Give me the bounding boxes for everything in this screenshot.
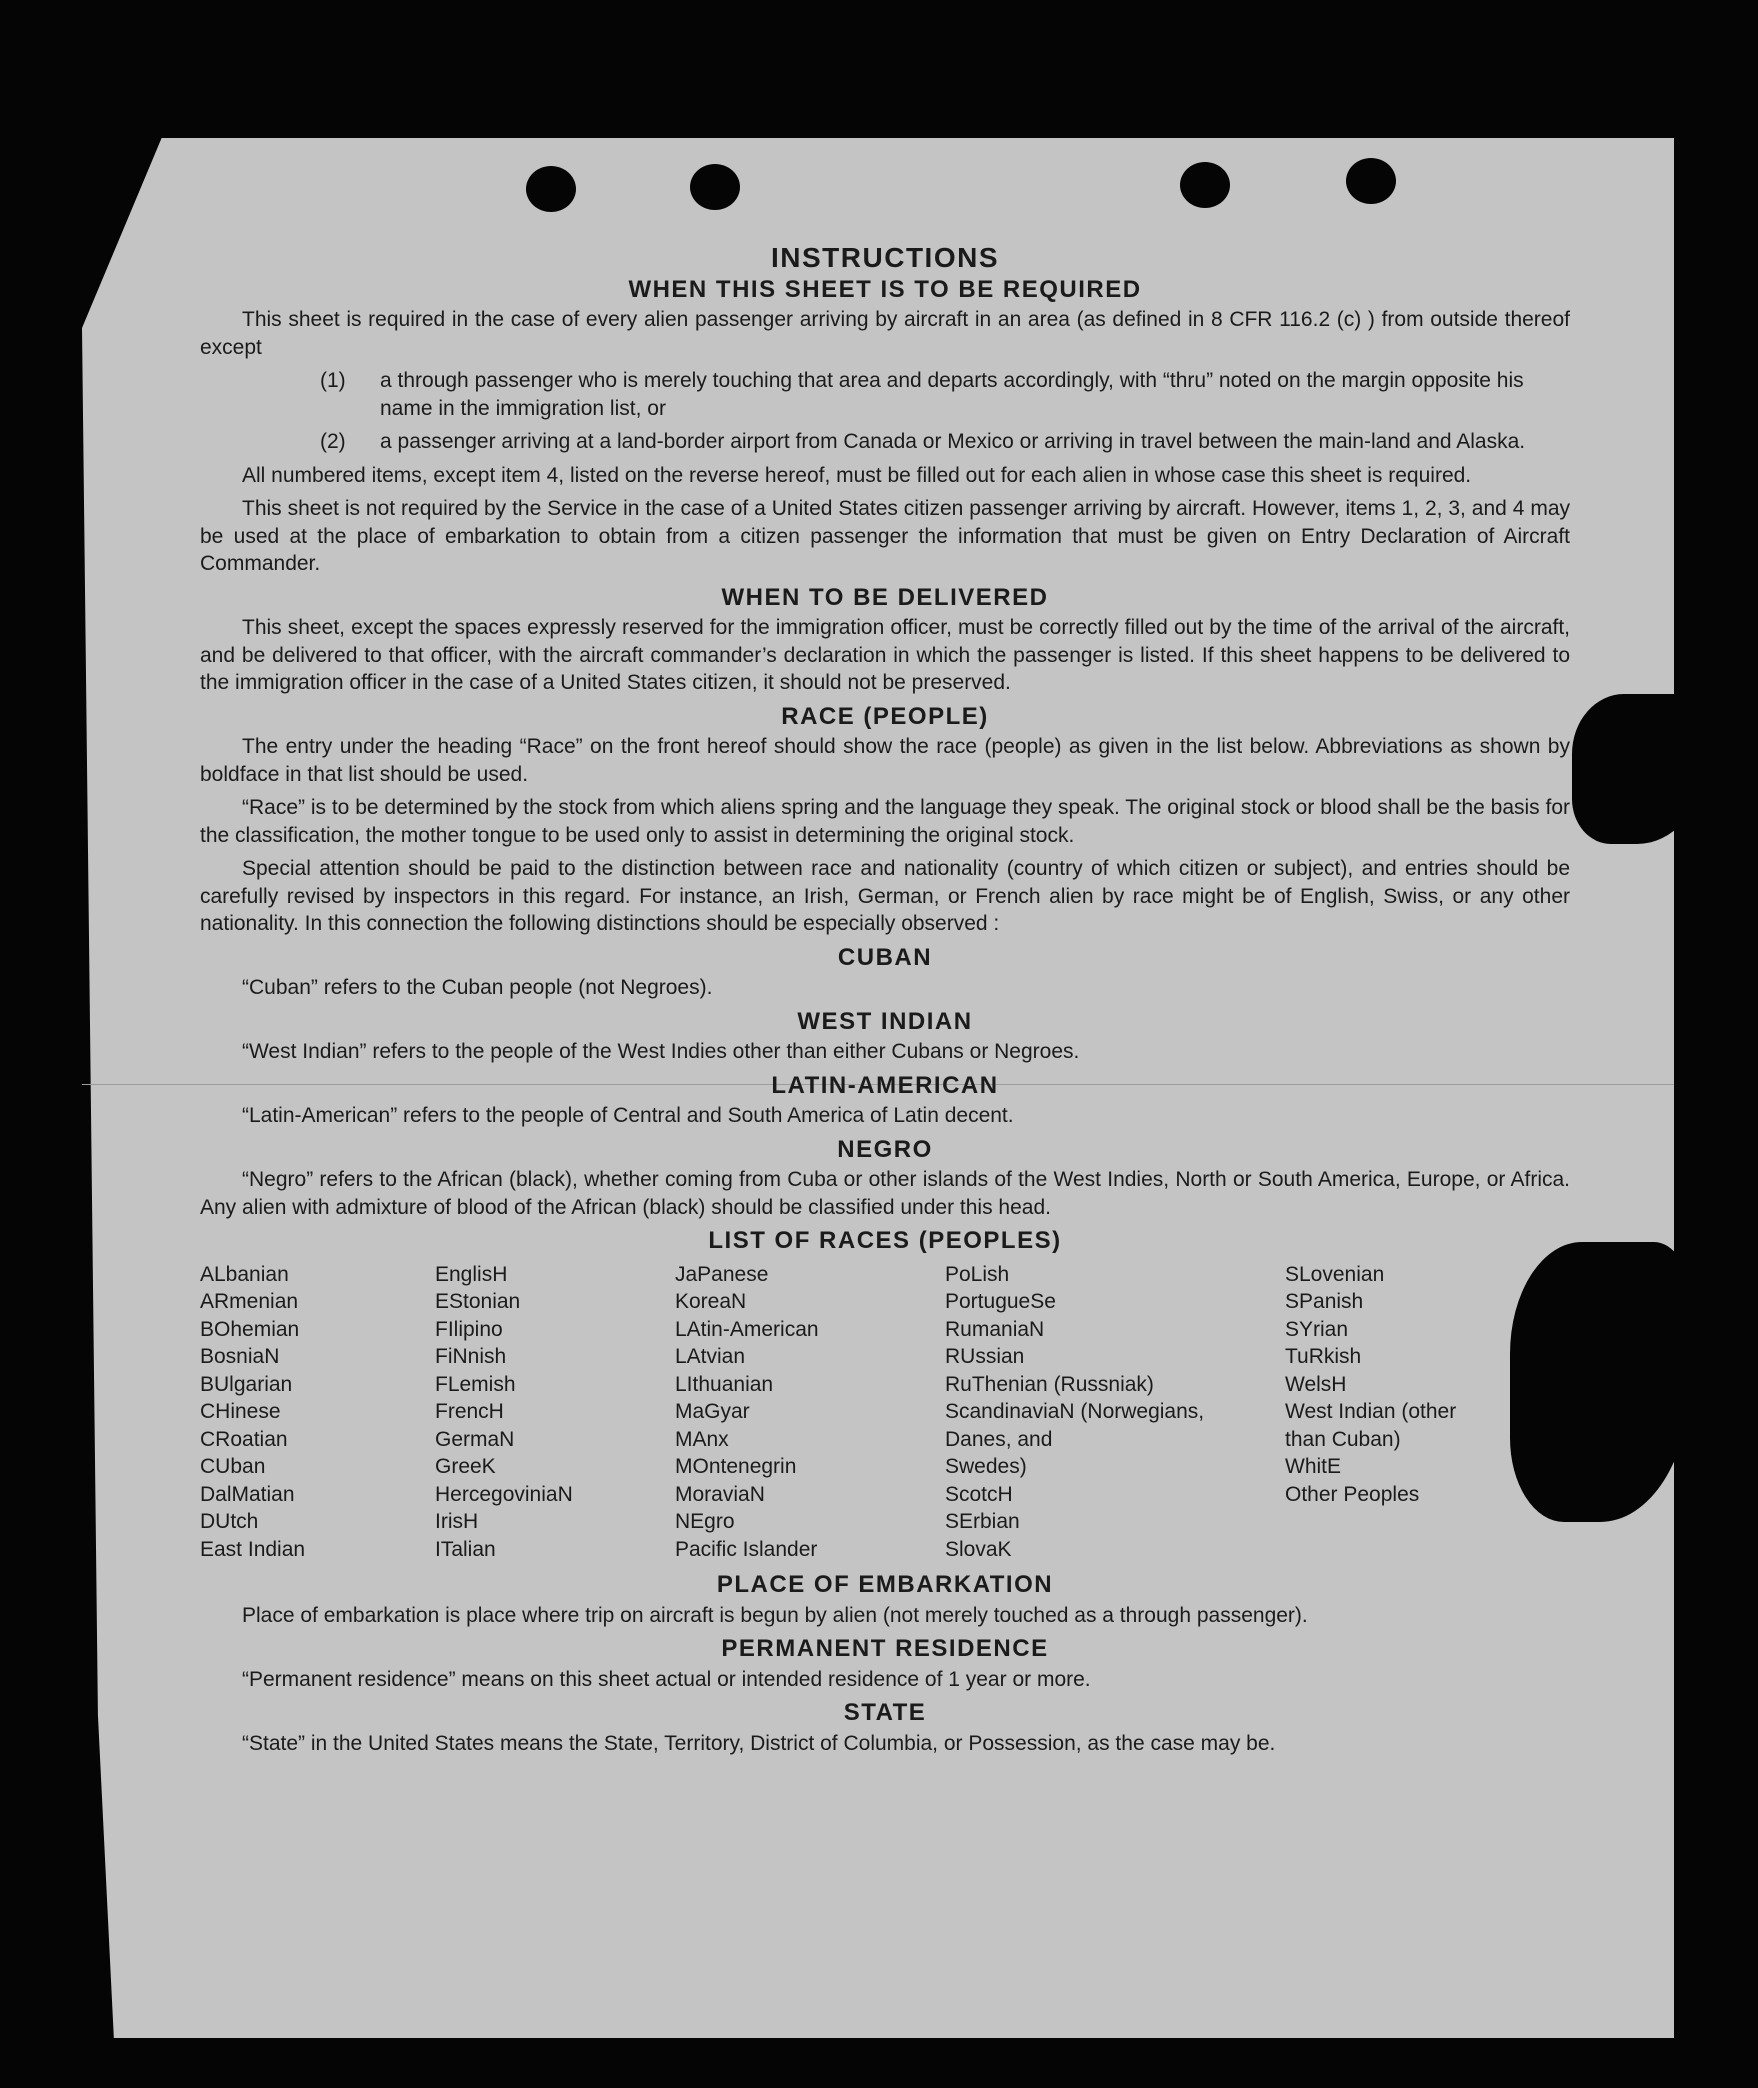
- race-entry: MOntenegrin: [675, 1455, 797, 1478]
- section-heading: LIST OF RACES (PEOPLES): [708, 1227, 1062, 1254]
- section-heading: STATE: [843, 1699, 927, 1726]
- race-column: [675, 1261, 945, 1564]
- race-column: [945, 1261, 1285, 1564]
- section-heading: RACE (PEOPLE): [781, 702, 989, 730]
- paragraph: “State” in the United States means the State, Territory, District of Columbia, or Possession, as the case may be.: [242, 1731, 1276, 1755]
- race-entry: CRoatian: [200, 1427, 288, 1451]
- race-entry: Danes, and: [945, 1427, 1053, 1451]
- race-entry: SlovaK: [945, 1537, 1012, 1561]
- section-heading: WHEN THIS SHEET IS TO BE REQUIRED: [628, 275, 1142, 303]
- paragraph: The entry under the heading “Race” on the front hereof should show the race (people) as given in the list below. Abbreviations as shown by boldface in that list should be used.: [200, 735, 1570, 786]
- item-number: (2): [320, 430, 346, 453]
- section-heading: LATIN-AMERICAN: [771, 1071, 999, 1099]
- section-heading: WEST INDIAN: [797, 1007, 973, 1035]
- race-entry: Swedes): [945, 1455, 1027, 1478]
- race-entry: IrisH: [435, 1510, 479, 1533]
- race-entry: FIlipino: [435, 1317, 503, 1341]
- race-entry: FrencH: [435, 1400, 504, 1423]
- race-entry: KoreaN: [675, 1290, 747, 1313]
- race-entry: SPanish: [1285, 1290, 1364, 1313]
- page-title: INSTRUCTIONS: [771, 242, 999, 273]
- item-text: a through passenger who is merely touching that area and departs accordingly, with “thru” noted on the margin opposite his name in the immigration list, or: [380, 369, 1524, 420]
- punch-hole: [1180, 162, 1230, 208]
- paragraph: “Race” is to be determined by the stock from which aliens spring and the language they speak. The original stock or blood shall be the basis for the classification, the mother tongue to be used only to assist in determining the original stock.: [200, 796, 1571, 847]
- race-entry: CUban: [200, 1455, 266, 1478]
- race-column: [200, 1261, 435, 1564]
- race-entry: PoLish: [945, 1262, 1010, 1286]
- race-entry: MoraviaN: [675, 1482, 765, 1506]
- race-column: [435, 1261, 675, 1564]
- paragraph: “Permanent residence” means on this sheet actual or intended residence of 1 year or more.: [242, 1667, 1091, 1691]
- list-item: [320, 428, 1570, 456]
- torn-edge: [1572, 694, 1702, 844]
- race-entry: ALbanian: [200, 1262, 289, 1286]
- race-entry: TuRkish: [1285, 1345, 1362, 1368]
- race-entry: MaGyar: [675, 1400, 750, 1423]
- item-number: (1): [320, 369, 346, 392]
- paragraph: This sheet is not required by the Service in the case of a United States citizen passenger arriving by aircraft. However, items 1, 2, 3, and 4 may be used at the place of embarkation to obtain from a citizen passenger the information that must be given on Entry Declaration of Aircraft Commander.: [200, 497, 1570, 575]
- instructions-text: [200, 240, 1570, 1763]
- paragraph: This sheet is required in the case of every alien passenger arriving by aircraft in an area (as defined in 8 CFR 116.2 (c) ) from outside thereof except: [200, 308, 1570, 359]
- race-entry: FiNnish: [435, 1345, 507, 1368]
- section-heading: PLACE OF EMBARKATION: [716, 1571, 1054, 1598]
- race-entry: Pacific Islander: [675, 1537, 818, 1561]
- punch-hole: [1346, 158, 1396, 204]
- race-entry: Other Peoples: [1285, 1482, 1420, 1506]
- race-column: [1285, 1261, 1525, 1564]
- race-entry: RUssian: [945, 1345, 1025, 1368]
- paragraph: Special attention should be paid to the distinction between race and nationality (country of which citizen or subject), and entries should be carefully revised by inspectors in this regard. For instance, an Irish, German, or French alien by race might be of English, Swiss, or any other nationality. In this connection the following distinctions should be especially observed :: [200, 857, 1570, 935]
- paragraph: All numbered items, except item 4, listed on the reverse hereof, must be filled out for each alien in whose case this sheet is required.: [242, 463, 1472, 487]
- race-entry: RuThenian (Russniak): [945, 1372, 1154, 1396]
- paragraph: “West Indian” refers to the people of the West Indies other than either Cubans or Negroes.: [242, 1040, 1080, 1063]
- race-entry: BUlgarian: [200, 1372, 293, 1396]
- race-entry: ARmenian: [200, 1290, 299, 1313]
- race-entry: FLemish: [435, 1372, 516, 1396]
- race-entry: than Cuban): [1285, 1427, 1401, 1451]
- race-entry: RumaniaN: [945, 1317, 1045, 1341]
- race-entry: East Indian: [200, 1537, 306, 1561]
- race-entry: EStonian: [435, 1290, 521, 1313]
- race-entry: SYrian: [1285, 1317, 1349, 1341]
- race-entry: GreeK: [435, 1455, 496, 1478]
- punch-hole: [526, 166, 576, 212]
- race-entry: PortugueSe: [945, 1290, 1056, 1313]
- paragraph: “Latin-American” refers to the people of Central and South America of Latin decent.: [242, 1104, 1014, 1127]
- paragraph: Place of embarkation is place where trip on aircraft is begun by alien (not merely touched as a through passenger).: [242, 1603, 1308, 1627]
- list-item: [320, 367, 1570, 422]
- race-entry: West Indian (other: [1285, 1400, 1457, 1423]
- race-entry: WhitE: [1285, 1455, 1342, 1478]
- section-heading: PERMANENT RESIDENCE: [721, 1635, 1049, 1662]
- race-entry: ScotcH: [945, 1482, 1013, 1506]
- race-entry: HercegoviniaN: [435, 1482, 573, 1506]
- section-heading: WHEN TO BE DELIVERED: [721, 583, 1049, 611]
- race-entry: LAtvian: [675, 1345, 746, 1368]
- section-heading: CUBAN: [837, 943, 933, 971]
- race-entry: CHinese: [200, 1400, 281, 1423]
- race-entry: BosniaN: [200, 1345, 280, 1368]
- race-entry: GermaN: [435, 1427, 515, 1451]
- paragraph: This sheet, except the spaces expressly reserved for the immigration officer, must be correctly filled out by the time of the arrival of the aircraft, and be delivered to that officer, with the aircraft commander’s declaration in which the passenger is listed. If this sheet happens to be delivered to the immigration officer in the case of a United States citizen, it should not be preserved.: [200, 616, 1570, 694]
- paragraph: “Cuban” refers to the Cuban people (not Negroes).: [242, 976, 713, 999]
- punch-hole: [690, 164, 740, 210]
- race-entry: SLovenian: [1285, 1262, 1385, 1286]
- race-entry: DUtch: [200, 1510, 259, 1533]
- race-entry: WelsH: [1285, 1372, 1347, 1396]
- race-entry: SErbian: [945, 1510, 1020, 1533]
- race-entry: ITalian: [435, 1537, 496, 1561]
- race-entry: JaPanese: [675, 1262, 769, 1286]
- race-entry: ScandinaviaN (Norwegians,: [945, 1400, 1205, 1423]
- race-entry: LIthuanian: [675, 1372, 774, 1396]
- race-entry: MAnx: [675, 1427, 729, 1451]
- race-entry: LAtin-American: [675, 1317, 819, 1341]
- race-entry: NEgro: [675, 1510, 735, 1533]
- item-text: a passenger arriving at a land-border airport from Canada or Mexico or arriving in travel between the main-land and Alaska.: [380, 430, 1526, 453]
- race-entry: DalMatian: [200, 1482, 295, 1506]
- paragraph: “Negro” refers to the African (black), whether coming from Cuba or other islands of the West Indies, North or South America, Europe, or Africa. Any alien with admixture of blood of the African (black) should be classified under this head.: [200, 1168, 1570, 1219]
- race-entry: BOhemian: [200, 1317, 300, 1341]
- section-heading: NEGRO: [837, 1135, 933, 1163]
- race-entry: EnglisH: [435, 1262, 508, 1286]
- race-list: [200, 1261, 1570, 1564]
